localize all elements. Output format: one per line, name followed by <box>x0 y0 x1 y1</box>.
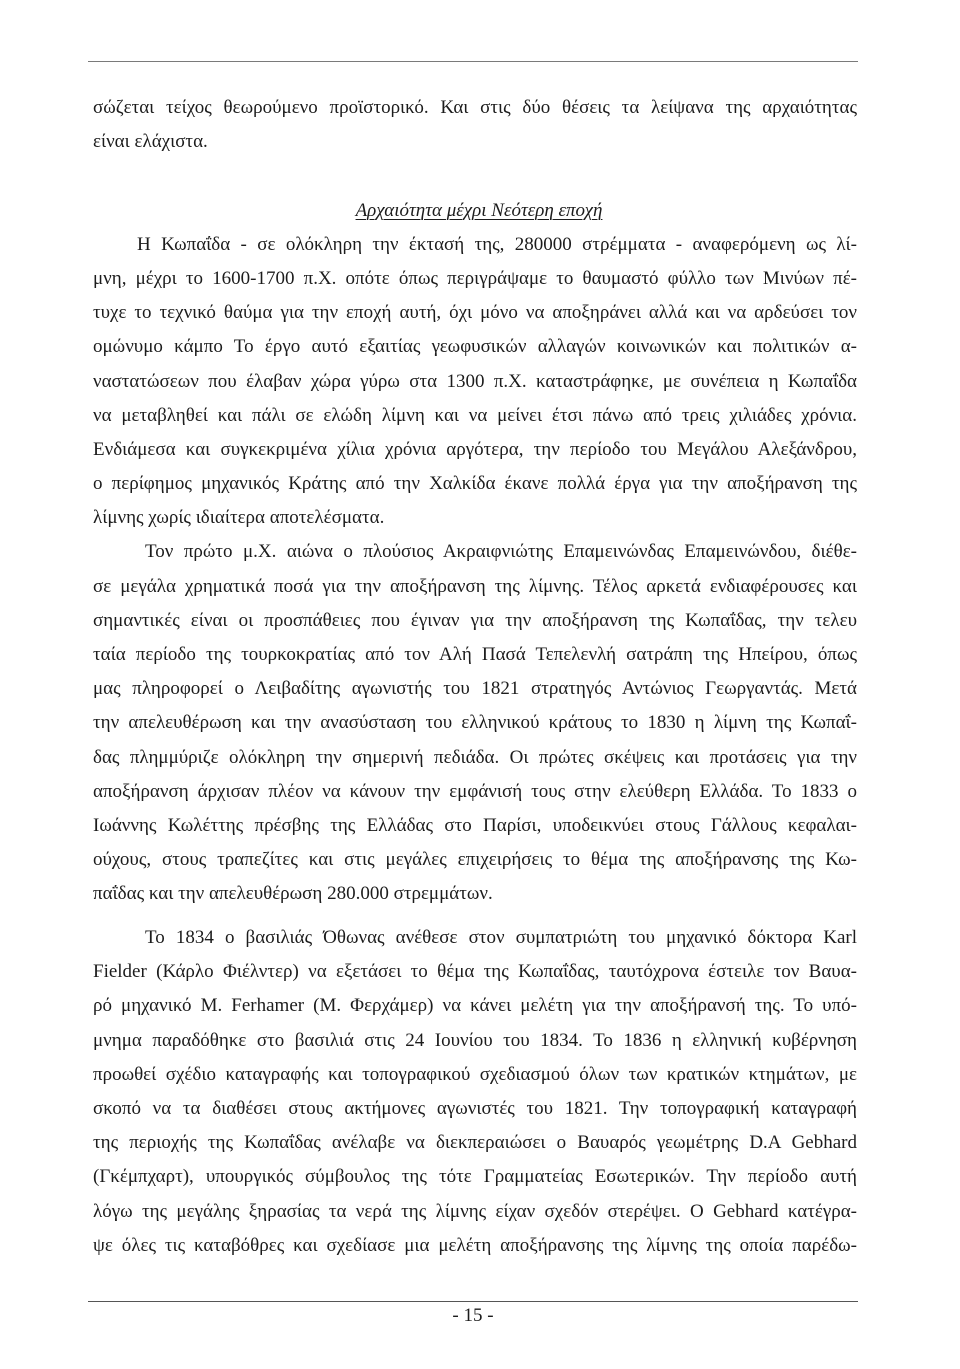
section-heading-text: Αρχαιότητα μέχρι Νεότερη εποχή <box>355 199 603 221</box>
text-line: Fielder (Κάρλο Φιέλντερ) να εξετάσει το θέμα της Κωπαΐδας, ταυτόχρονα έστειλε τον Βαυα- <box>93 961 857 983</box>
header-rule <box>88 61 858 62</box>
paragraph <box>93 228 857 536</box>
page-number: - 15 - <box>452 1305 494 1326</box>
text-line: Τον πρώτο μ.Χ. αιώνα ο πλούσιος Ακραιφνιώτης Επαμεινώνδας Επαμεινώνδου, διέθε- <box>145 541 857 563</box>
text-line: την απελευθέρωση και την ανασύσταση του ελληνικού κράτους το 1830 η λίμνη της Κωπαΐ- <box>93 712 857 734</box>
text-line: να μεταβληθεί και πάλι σε ελώδη λίμνη και να μείνει έτσι πάνω από τρεις χιλιάδες χρόνια. <box>93 404 857 426</box>
text-line: προωθεί σχέδιο καταγραφής και τοπογραφικού σχεδιασμού όλων των κρατικών κτημάτων, με <box>93 1063 857 1085</box>
text-line: είναι ελάχιστα. <box>93 131 208 153</box>
text-line: μνημα παραδόθηκε στο βασιλιά στις 24 Ιουνίου του 1834. Το 1836 η ελληνική κυβέρνηση <box>93 1029 857 1051</box>
text-line: ταία περίοδο της τουρκοκρατίας από τον Αλή Πασά Τεπελενλή σατράπη της Ηπείρου, όπως <box>93 644 857 665</box>
text-line: σημαντικές είναι οι προσπάθειες που έγιναν για την αποξήρανση της Κωπαΐδας, την τελευ <box>93 609 857 631</box>
text-line: ούχους, στους τραπεζίτες και στις μεγάλες επιχειρήσεις το θέμα της αποξήρανσης της Κω- <box>93 849 857 871</box>
text-line: μας πληροφορεί ο Λειβαδίτης αγωνιστής του 1821 στρατηγός Αντώνιος Γεωργαντάς. Μετά <box>93 678 857 700</box>
paragraph <box>93 91 857 159</box>
text-line: Η Κωπαΐδα - σε ολόκληρη την έκτασή της, 280000 στρέμματα - αναφερόμενη ως λί- <box>137 233 857 255</box>
text-line: Το 1834 ο βασιλιάς Όθωνας ανέθεσε στον συμπατριώτη του μηχανικό δόκτορα Karl <box>145 927 857 948</box>
text-line: τυχε το τεχνικό θαύμα για την εποχή αυτή, όχι μόνο να αποξηράνει αλλά και να αρδεύσει τον <box>93 302 857 324</box>
text-column <box>93 91 857 1263</box>
paragraph <box>93 921 857 1263</box>
text-line: (Γκέμπχαρτ), υπουργικός σύμβουλος της τότε Γραμματείας Εσωτερικών. Την περίοδο αυτή <box>93 1166 857 1188</box>
text-line: σκοπό να τα διαθέσει στους ακτήμονες αγωνιστές του 1821. Την τοπογραφική καταγραφή <box>93 1097 857 1119</box>
text-line: σε μεγάλα χρηματικά ποσά για την αποξήρανση της λίμνης. Τέλος αρκετά ενδιαφέρουσες και <box>93 575 857 597</box>
text-line: παΐδας και την απελευθέρωση 280.000 στρεμμάτων. <box>93 883 493 905</box>
text-line: δας πλημμύριζε ολόκληρη την σημερινή πεδιάδα. Οι πρώτες σκέψεις και προτάσεις για την <box>93 746 857 768</box>
text-line: μνη, μέχρι το 1600-1700 π.Χ. οπότε όπως περιγράψαμε το θαυμαστό φύλλο των Μινύων πέ- <box>93 267 857 289</box>
text-line: της περιοχής της Κωπαΐδας ανέλαβε να διεκπεραιώσει ο Βαυαρός γεωμέτρης D.A Gebhard <box>93 1132 857 1154</box>
paragraph <box>93 535 857 911</box>
text-line: ομώνυμο κάμπο Το έργο αυτό εξαιτίας γεωφυσικών αλλαγών κοινωνικών και πολιτικών α- <box>93 336 857 358</box>
text-line: Ενδιάμεσα και συγκεκριμένα χίλια χρόνια αργότερα, την περίοδο του Μεγάλου Αλεξάνδρου, <box>93 438 857 460</box>
text-line: ο περίφημος μηχανικός Κράτης από την Χαλκίδα έκανε πολλά έργα για την αποξήρανση της <box>93 473 857 495</box>
footer-rule <box>88 1301 858 1302</box>
text-line: ναστατώσεων που έλαβαν χώρα γύρω στα 1300 π.Χ. καταστράφηκε, με συνέπεια η Κωπαΐδα <box>93 370 857 392</box>
text-line: λίμνης χωρίς ιδιαίτερα αποτελέσματα. <box>93 507 385 529</box>
text-line: λόγω της μεγάλης ξηρασίας τα νερά της λίμνης είχαν σχεδόν στερέψει. Ο Gebhard κατέγρα- <box>93 1200 857 1222</box>
text-line: ψε όλες τις καταβόθρες και σχεδίασε μια μελέτη αποξήρανσης της λίμνης της οποία παρέδω- <box>93 1234 857 1256</box>
text-line: Ιωάννης Κωλέττης πρέσβης της Ελλάδας στο Παρίσι, υποδεικνύει στους Γάλλους κεφαλαι- <box>93 814 857 836</box>
text-line: ρό μηχανικό Μ. Ferhamer (Μ. Φερχάμερ) να κάνει μελέτη για την αποξήρανσή της. Το υπό- <box>93 995 857 1017</box>
text-line: αποξήρανση άρχισαν πλέον να κάνουν την εμφάνισή τους στην ελεύθερη Ελλάδα. Το 1833 ο <box>93 780 857 802</box>
blank-line <box>93 159 857 193</box>
text-line: σώζεται τείχος θεωρούμενο προϊστορικό. Και στις δύο θέσεις τα λείψανα της αρχαιότητας <box>93 97 857 118</box>
section-heading <box>93 194 857 228</box>
